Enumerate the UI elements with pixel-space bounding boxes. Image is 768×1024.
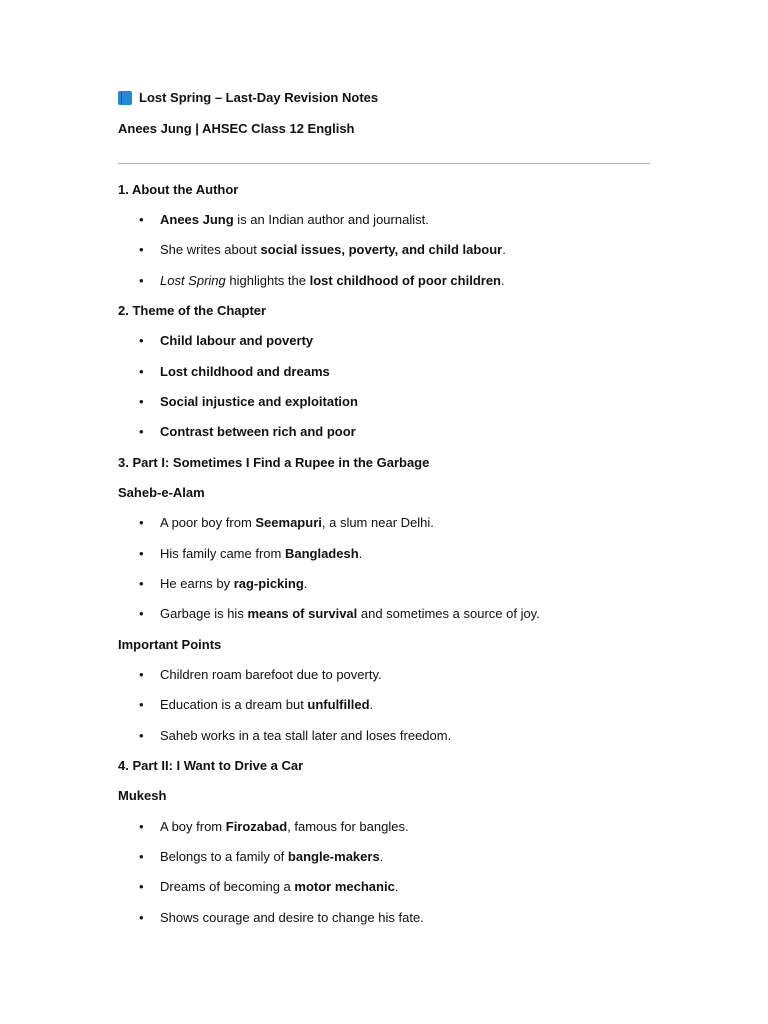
bullet-glyph: •	[139, 728, 144, 743]
list-item: Lost childhood and dreams	[160, 364, 330, 379]
document-title	[118, 90, 378, 106]
document-subtitle: Anees Jung | AHSEC Class 12 English	[118, 121, 355, 136]
bullet-glyph: •	[139, 273, 144, 288]
list-item: Children roam barefoot due to poverty.	[160, 667, 382, 682]
list-item: Education is a dream but unfulfilled.	[160, 697, 374, 712]
bullet-glyph: •	[139, 515, 144, 530]
section-heading-about-author: 1. About the Author	[118, 182, 239, 197]
list-item: Saheb works in a tea stall later and loses freedom.	[160, 728, 452, 743]
list-item: A boy from Firozabad, famous for bangles.	[160, 819, 409, 834]
list-item: Social injustice and exploitation	[160, 394, 358, 409]
list-item: He earns by rag-picking.	[160, 576, 308, 591]
subheading-mukesh: Mukesh	[118, 788, 167, 803]
document-title-text: Lost Spring – Last-Day Revision Notes	[139, 90, 379, 105]
list-item: Anees Jung is an Indian author and journalist.	[160, 212, 429, 227]
list-item: Contrast between rich and poor	[160, 424, 356, 439]
divider	[118, 163, 650, 164]
list-item: Belongs to a family of bangle-makers.	[160, 849, 384, 864]
bullet-glyph: •	[139, 546, 144, 561]
list-item: A poor boy from Seemapuri, a slum near Delhi.	[160, 515, 434, 530]
bullet-glyph: •	[139, 910, 144, 925]
bullet-glyph: •	[139, 697, 144, 712]
list-item: Child labour and poverty	[160, 333, 314, 348]
list-item: She writes about social issues, poverty, and child labour.	[160, 242, 506, 257]
list-item: Shows courage and desire to change his fate.	[160, 910, 424, 925]
bullet-glyph: •	[139, 606, 144, 621]
section-heading-theme: 2. Theme of the Chapter	[118, 303, 267, 318]
bullet-glyph: •	[139, 576, 144, 591]
section-heading-part-one: 3. Part I: Sometimes I Find a Rupee in the Garbage	[118, 455, 430, 470]
bullet-glyph: •	[139, 819, 144, 834]
bullet-glyph: •	[139, 212, 144, 227]
bullet-glyph: •	[139, 394, 144, 409]
list-item: Garbage is his means of survival and sometimes a source of joy.	[160, 606, 540, 621]
list-item: His family came from Bangladesh.	[160, 546, 363, 561]
subheading-saheb: Saheb-e-Alam	[118, 485, 205, 500]
list-item: Lost Spring highlights the lost childhood of poor children.	[160, 273, 505, 288]
list-item: Dreams of becoming a motor mechanic.	[160, 879, 399, 894]
section-heading-part-two: 4. Part II: I Want to Drive a Car	[118, 758, 304, 773]
bullet-glyph: •	[139, 849, 144, 864]
bullet-glyph: •	[139, 667, 144, 682]
bullet-glyph: •	[139, 424, 144, 439]
bullet-glyph: •	[139, 242, 144, 257]
bullet-glyph: •	[139, 333, 144, 348]
bullet-glyph: •	[139, 879, 144, 894]
bullet-glyph: •	[139, 364, 144, 379]
book-icon	[118, 91, 132, 105]
subheading-important-points: Important Points	[118, 637, 222, 652]
